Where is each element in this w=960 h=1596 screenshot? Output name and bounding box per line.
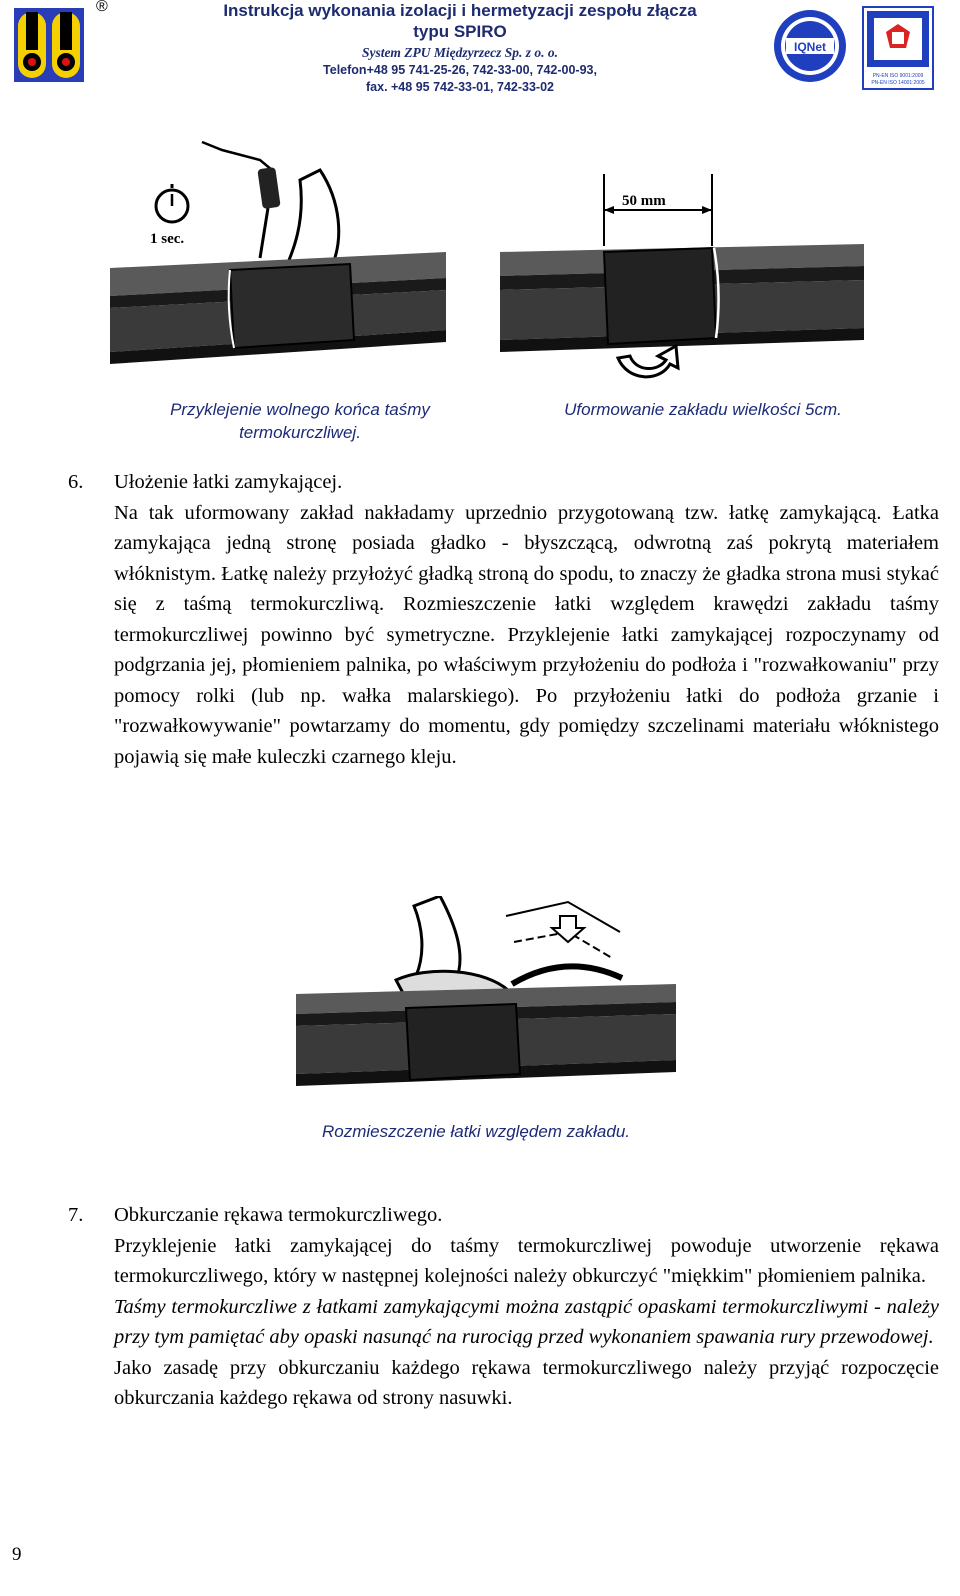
phone-numbers: Telefon+48 95 741-25-26, 742-33-00, 742-00-93, xyxy=(323,63,597,77)
figure3-caption: Rozmieszczenie łatki względem zakładu. xyxy=(321,1122,631,1141)
figure-overlap-forming xyxy=(500,168,864,392)
section-7-paragraph-1: Przyklejenie łatki zamykającej do taśmy termokurczliwej powoduje utworzenie rękawa termokurczliwego, który w następnej kolejności należy obkurczyć "miękkim" płomieniem palnika. xyxy=(114,1234,939,1287)
section-6-paragraph: Na tak uformowany zakład nakładamy uprzednio przygotowaną tzw. łatkę zamykającą. Łatka zamykająca jedną stronę posiada gładko - błyszczącą, odwrotną zaś pokrytą materiałem włóknistym. Łatkę należy przyłożyć gładką stroną do spodu, to znaczy że gładka strona musi stykać się z taśmą termokurczliwą. Rozmieszczenie łatki względem krawędzi zakładu taśmy termokurczliwej powinno być symetryczne. Przyklejenie łatki zamykającej rozpoczynamy od podgrzania jej, płomieniem palnika, po właściwym przyłożeniu do podłoża i "rozwałkowaniu" przy pomocy rolki (lub np. wałka malarskiego). Po przyłożeniu łatki do podłoża grzanie i "rozwałkowywanie" powtarzamy do momentu, gdy pomiędzy szczelinami materiału włóknistego pojawią się małe kuleczki czarnego kleju. xyxy=(114,501,939,768)
company-name: System ZPU Międzyrzecz Sp. z o. o. xyxy=(361,45,559,60)
figure-tape-end-gluing xyxy=(110,130,446,386)
section-6 xyxy=(68,467,939,772)
section-7 xyxy=(68,1200,939,1414)
figure1-caption: Przyklejenie wolnego końca taśmy termokurczliwej. xyxy=(170,400,430,442)
svg-text:IQNet: IQNet xyxy=(793,40,827,54)
document-header xyxy=(168,0,752,96)
torch-icon xyxy=(202,142,281,258)
svg-text:PN-EN ISO 9001:2009: PN-EN ISO 9001:2009 xyxy=(872,73,924,79)
curved-arrow-icon xyxy=(618,346,678,377)
document-title-line2: typu SPIRO xyxy=(413,22,507,41)
section-7-paragraph-2: Taśmy termokurczliwe z łatkami zamykającymi można zastąpić opaskami termokurczliwymi - należy przy tym pamiętać aby opaski nasunąć na rurociąg przed wykonaniem spawania rury przewodowej. xyxy=(114,1295,939,1348)
iqnet-logo-icon xyxy=(772,8,848,84)
figure-patch-placement xyxy=(296,896,676,1106)
timer-label: 1 sec. xyxy=(150,231,185,247)
company-logo-icon xyxy=(14,8,84,82)
section-7-number: 7. xyxy=(68,1204,84,1226)
registered-mark: ® xyxy=(96,0,108,15)
section-6-heading-row xyxy=(68,467,939,498)
section-7-heading: Obkurczanie rękawa termokurczliwego. xyxy=(114,1204,443,1226)
fax-numbers: fax. +48 95 742-33-01, 742-33-02 xyxy=(366,80,554,94)
stopwatch-icon xyxy=(156,184,188,222)
section-7-heading-row xyxy=(68,1200,939,1231)
document-title-line1: Instrukcja wykonania izolacji i hermetyzacji zespołu złącza xyxy=(223,1,697,20)
section-7-paragraph-3: Jako zasadę przy obkurczaniu każdego rękawa termokurczliwego należy przyjąć rozpoczęcie obkurczania każdego rękawa od strony nasuwki. xyxy=(114,1356,939,1409)
page-number: 9 xyxy=(12,1544,22,1565)
certificate-logo-icon xyxy=(862,6,934,90)
svg-text:PN-EN ISO 14001:2005: PN-EN ISO 14001:2005 xyxy=(871,80,925,86)
figure2-caption: Uformowanie zakładu wielkości 5cm. xyxy=(564,400,842,419)
section-6-heading: Ułożenie łatki zamykającej. xyxy=(114,471,343,493)
dimension-label: 50 mm xyxy=(622,193,666,209)
section-6-number: 6. xyxy=(68,471,84,493)
